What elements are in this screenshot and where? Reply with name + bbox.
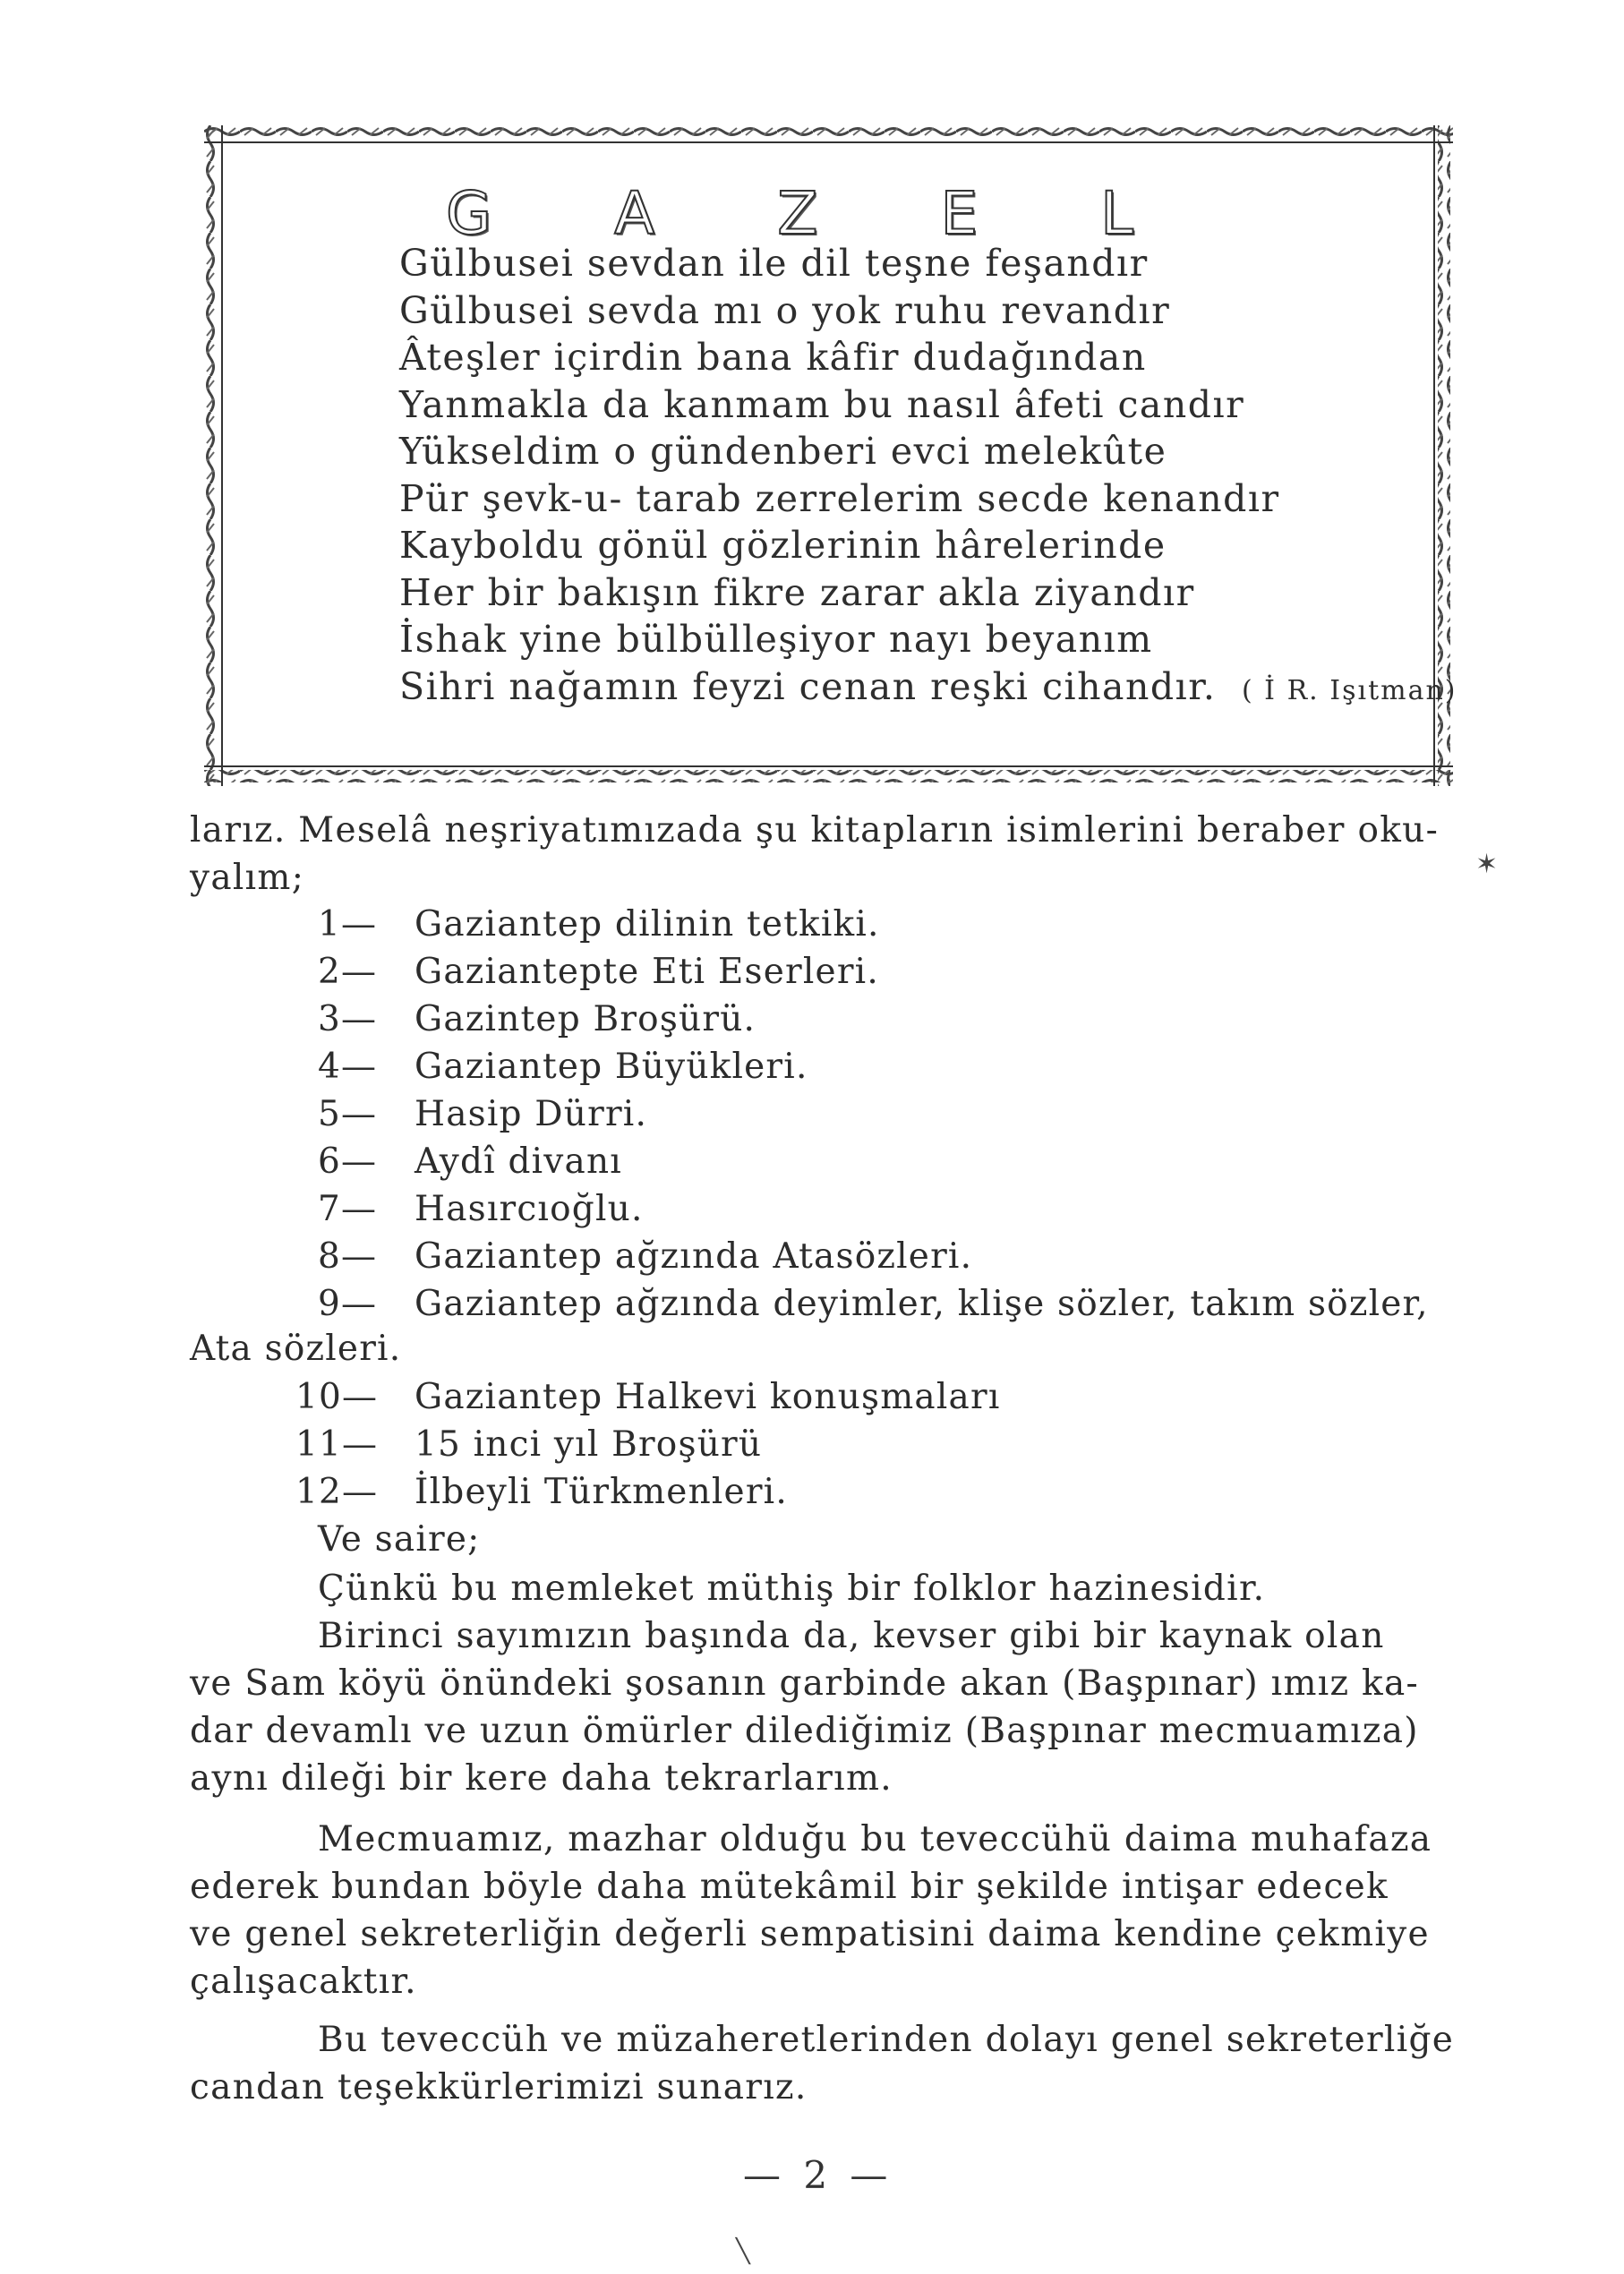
paragraph-line: çalışacaktır. (190, 1962, 417, 2002)
page-number: — 2 — (743, 2153, 893, 2197)
list-item (318, 1141, 622, 1182)
scan-mark: ╲ (736, 2238, 750, 2265)
list-item (318, 1284, 1429, 1324)
list-title: Gaziantep Halkevi konuşmaları (415, 1377, 1001, 1417)
list-item (318, 1047, 808, 1087)
list-item (295, 1472, 788, 1512)
list-item (318, 952, 879, 992)
verse-line: Âteşler içirdin bana kâfir dudağından (399, 336, 1147, 379)
list-item (318, 904, 880, 945)
list-number: 4— (318, 1047, 378, 1087)
list-title: Gazintep Broşürü. (415, 999, 756, 1039)
paragraph-line: ederek bundan böyle daha mütekâmil bir şekilde intişar edecek (190, 1867, 1389, 1907)
paragraph-line: ve Sam köyü önündeki şosanın garbinde akan (Başpınar) ımız ka- (190, 1663, 1420, 1704)
verse-line: İshak yine bülbülleşiyor nayı beyanım (399, 618, 1153, 661)
list-number: 10— (295, 1377, 379, 1417)
verse-line: Pür şevk-u- tarab zerrelerim secde kenandır (399, 476, 1280, 520)
verse-line: Yanmakla da kanmam bu nasıl âfeti candır (399, 382, 1245, 426)
list-item (318, 999, 756, 1039)
paragraph-line: ve genel sekreterliğin değerli sempatisini daima kendine çekmiye (190, 1914, 1430, 1954)
list-number: 2— (318, 952, 378, 992)
paragraph-line: Çünkü bu memleket müthiş bir folklor hazinesidir. (318, 1569, 1266, 1609)
list-title: İlbeyli Türkmenleri. (415, 1472, 788, 1512)
intro-line-2: yalım; (190, 858, 305, 898)
poet-signature: ( İ R. Işıtman) (1241, 674, 1457, 706)
paragraph-line: aynı dileği bir kere daha tekrarlarım. (190, 1758, 893, 1799)
list-number: 6— (318, 1141, 378, 1182)
paragraph-line: dar devamlı ve uzun ömürler dilediğimiz (Başpınar mecmuamıza) (190, 1711, 1419, 1751)
list-number: 3— (318, 999, 378, 1039)
verse-line: Kayboldu gönül gözlerinin hârelerinde (399, 524, 1167, 567)
list-title: Gaziantep Büyükleri. (415, 1047, 808, 1087)
list-item-continuation: Ata sözleri. (190, 1329, 402, 1369)
verse-line-last (399, 663, 1457, 711)
gazel-verses (399, 240, 1457, 710)
list-title: Hasırcıoğlu. (415, 1189, 644, 1229)
list-item (318, 1236, 972, 1277)
list-item (318, 1189, 644, 1229)
list-number: 1— (318, 904, 378, 945)
verse-text: Sihri nağamın feyzi cenan reşki cihandır. (399, 664, 1217, 708)
list-number: 7— (318, 1189, 378, 1229)
paragraph-line: Bu teveccüh ve müzaheretlerinden dolayı genel sekreterliğe (318, 2020, 1455, 2060)
verse-line: Her bir bakışın fikre zarar akla ziyandır (399, 570, 1195, 614)
list-title: Gaziantepte Eti Eserleri. (415, 952, 879, 992)
paragraph-line: Birinci sayımızın başında da, kevser gibi bir kaynak olan (318, 1616, 1385, 1656)
list-title: Gaziantep ağzında deyimler, klişe sözler, takım sözler, (415, 1284, 1429, 1324)
gazel-frame (204, 125, 1457, 786)
ve-saire: Ve saire; (318, 1519, 481, 1560)
paragraph-line: candan teşekkürlerimizi sunarız. (190, 2067, 808, 2107)
scan-mark: ✶ (1475, 849, 1499, 880)
list-title: 15 inci yıl Broşürü (415, 1424, 763, 1465)
list-title: Gaziantep ağzında Atasözleri. (415, 1236, 973, 1277)
list-number: 11— (295, 1424, 379, 1465)
list-item (295, 1377, 1001, 1417)
list-title: Gaziantep dilinin tetkiki. (415, 904, 880, 945)
list-title: Aydî divanı (415, 1141, 622, 1182)
intro-line-1: larız. Meselâ neşriyatımızada şu kitapların isimlerini beraber oku- (190, 810, 1440, 851)
list-number: 12— (295, 1472, 379, 1512)
list-item (295, 1424, 762, 1465)
list-title: Hasip Dürri. (415, 1094, 648, 1134)
gazel-title: G A Z E L (446, 179, 1185, 248)
verse-line: Gülbusei sevda mı o yok ruhu revandır (399, 288, 1171, 332)
list-number: 8— (318, 1236, 378, 1277)
list-number: 9— (318, 1284, 378, 1324)
list-item (318, 1094, 647, 1134)
list-number: 5— (318, 1094, 378, 1134)
verse-line: Gülbusei sevdan ile dil teşne feşandır (399, 242, 1149, 285)
paragraph-line: Mecmuamız, mazhar olduğu bu teveccühü daima muhafaza (318, 1819, 1432, 1859)
verse-line: Yükseldim o gündenberi evci melekûte (399, 430, 1167, 473)
